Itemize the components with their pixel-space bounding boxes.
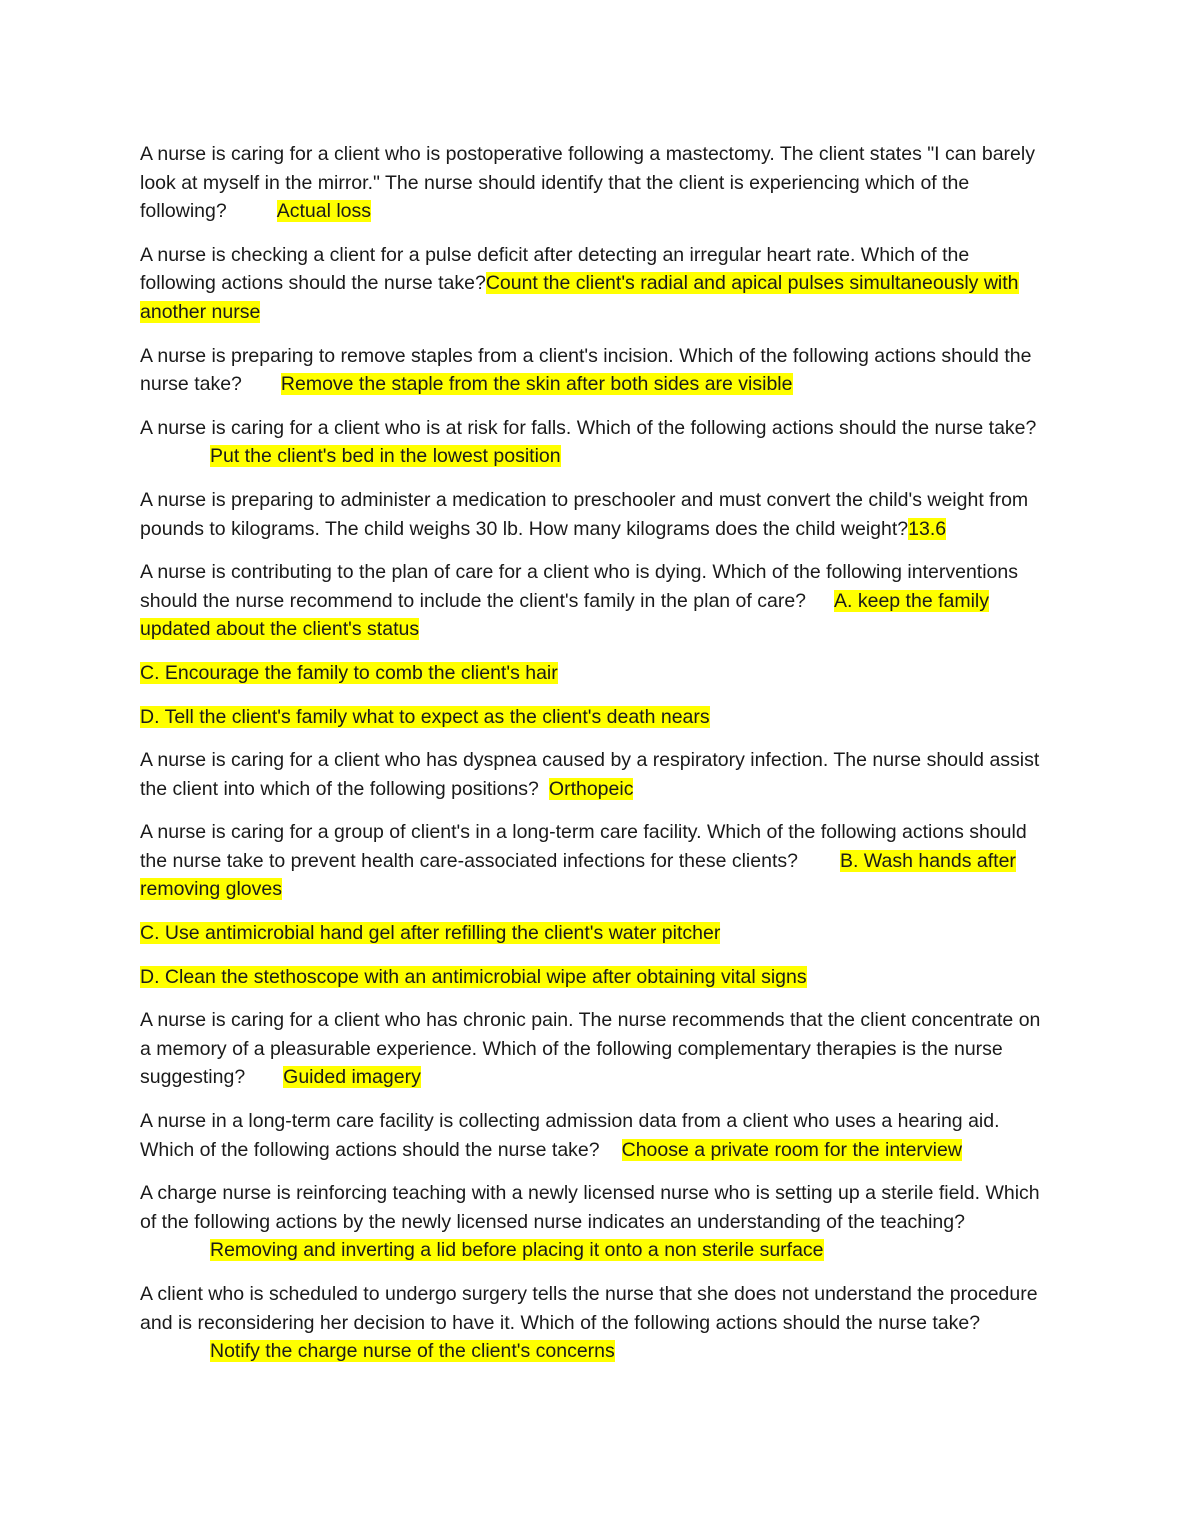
highlighted-answer: B. Wash hands after removing gloves xyxy=(140,849,1016,901)
question-item xyxy=(140,140,1050,226)
question-item xyxy=(140,342,1050,399)
question-item xyxy=(140,558,1050,644)
question-text: A charge nurse is reinforcing teaching with a newly licensed nurse who is setting up a sterile field. Which of the following actions by the newly licensed nurse indicates an understanding of the teaching? xyxy=(140,1182,1040,1233)
highlighted-answer: Orthopeic xyxy=(548,777,634,800)
question-text: A nurse is contributing to the plan of care for a client who is dying. Which of the following interventions should the nurse recommend to include the client's family in the plan of care? xyxy=(140,561,1018,612)
question-text: A nurse is caring for a client who is postoperative following a mastectomy. The client states "I can barely look at myself in the mirror." The nurse should identify that the client is experiencing which of the following? xyxy=(140,143,1035,223)
highlighted-answer: A. keep the family updated about the client's status xyxy=(140,589,990,641)
highlighted-answer: D. Tell the client's family what to expect as the client's death nears xyxy=(140,705,710,728)
question-text: A client who is scheduled to undergo surgery tells the nurse that she does not understand the procedure and is reconsidering her decision to have it. Which of the following actions should the nurse take? xyxy=(140,1283,1038,1334)
highlighted-answer: Guided imagery xyxy=(283,1066,421,1089)
question-text: A nurse is caring for a client who has dyspnea caused by a respiratory infection. The nurse should assist the client into which of the following positions? xyxy=(140,749,1040,800)
highlighted-answer: D. Clean the stethoscope with an antimicrobial wipe after obtaining vital signs xyxy=(140,965,807,988)
answer-line xyxy=(140,703,1050,732)
question-text: A nurse is caring for a client who has chronic pain. The nurse recommends that the client concentrate on a memory of a pleasurable experience. Which of the following complementary therapies is the nurse suggesting? xyxy=(140,1009,1041,1089)
question-text: A nurse is preparing to administer a medication to preschooler and must convert the child's weight from pounds to kilograms. The child weighs 30 lb. How many kilograms does the child weight? xyxy=(140,488,1029,540)
question-item xyxy=(140,1107,1050,1164)
question-item xyxy=(140,1280,1050,1366)
question-item xyxy=(140,241,1050,327)
question-item xyxy=(140,1179,1050,1265)
question-item xyxy=(140,746,1050,803)
highlighted-answer: Count the client's radial and apical pulses simultaneously with another nurse xyxy=(140,272,1019,323)
question-item xyxy=(140,1006,1050,1092)
question-item xyxy=(140,818,1050,904)
question-text: A nurse in a long-term care facility is collecting admission data from a client who uses a hearing aid. Which of the following actions should the nurse take? xyxy=(140,1110,1000,1161)
highlighted-answer: 13.6 xyxy=(908,517,947,540)
highlighted-answer: C. Encourage the family to comb the client's hair xyxy=(140,661,558,684)
highlighted-answer: C. Use antimicrobial hand gel after refilling the client's water pitcher xyxy=(140,922,721,945)
highlighted-answer: Remove the staple from the skin after both sides are visible xyxy=(280,373,793,396)
question-text: A nurse is caring for a client who is at risk for falls. Which of the following actions should the nurse take? xyxy=(140,416,1037,439)
highlighted-answer: Put the client's bed in the lowest position xyxy=(210,445,561,468)
question-item xyxy=(140,414,1050,471)
answer-line xyxy=(140,659,1050,688)
answer-line xyxy=(140,963,1050,992)
highlighted-answer: Actual loss xyxy=(276,200,372,223)
answer-line xyxy=(140,919,1050,948)
document-page xyxy=(140,140,1050,1381)
question-text: A nurse is checking a client for a pulse deficit after detecting an irregular heart rate. Which of the following actions should the nurse take? xyxy=(140,243,970,295)
highlighted-answer: Choose a private room for the interview xyxy=(621,1138,962,1161)
question-text: A nurse is preparing to remove staples from a client's incision. Which of the following actions should the nurse take? xyxy=(140,344,1032,396)
highlighted-answer: Notify the charge nurse of the client's concerns xyxy=(210,1340,615,1363)
question-text: A nurse is caring for a group of client's in a long-term care facility. Which of the following actions should the nurse take to prevent health care-associated infections for these clients? xyxy=(140,821,1027,872)
question-item xyxy=(140,486,1050,543)
highlighted-answer: Removing and inverting a lid before placing it onto a non sterile surface xyxy=(210,1239,824,1262)
